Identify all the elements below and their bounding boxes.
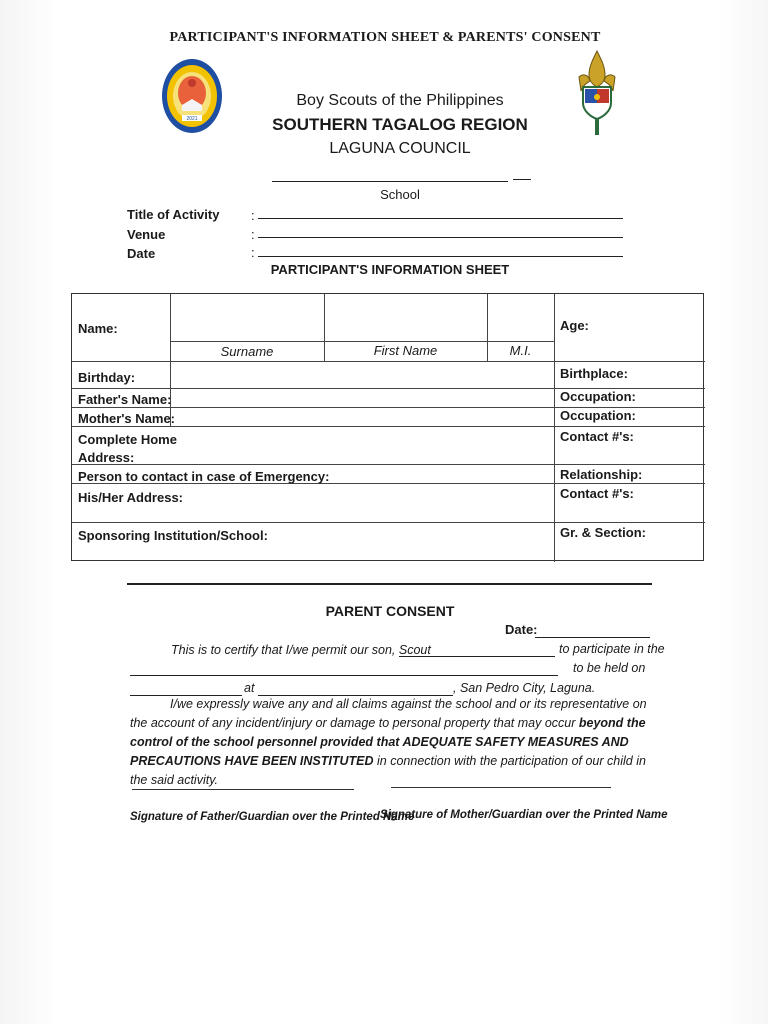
- sponsoring-institution-label: Sponsoring Institution/School:: [78, 528, 268, 543]
- grade-section-label: Gr. & Section:: [560, 525, 646, 540]
- date-label: Date: [127, 246, 156, 261]
- first-name-field[interactable]: [325, 295, 486, 340]
- school-field-line[interactable]: [272, 181, 508, 182]
- scout-emblem-icon: [575, 47, 619, 139]
- consent-date-field[interactable]: [535, 637, 650, 638]
- table-rule: [554, 294, 555, 562]
- waiver-paragraph: [130, 695, 650, 790]
- activity-name-field[interactable]: [130, 675, 558, 676]
- form-title: PARTICIPANT'S INFORMATION SHEET & PARENTS' CONSENT: [169, 30, 601, 45]
- title-of-activity-field[interactable]: [258, 218, 623, 219]
- surname-field[interactable]: [171, 295, 323, 340]
- contact-label: Contact #'s:: [560, 429, 634, 444]
- consent-at: at: [244, 681, 255, 695]
- colon: :: [251, 227, 255, 242]
- title-of-activity-label: Title of Activity: [127, 207, 220, 222]
- council-name: LAGUNA COUNCIL: [329, 140, 471, 157]
- contact-2-label: Contact #'s:: [560, 486, 634, 501]
- colon: :: [251, 208, 255, 223]
- table-rule: [72, 426, 705, 427]
- table-rule: [170, 341, 554, 342]
- waiver-text-2: in connection with the participation of our child in the said activity.: [130, 754, 646, 787]
- info-sheet-title: PARTICIPANT'S INFORMATION SHEET: [270, 262, 510, 277]
- relationship-label: Relationship:: [560, 467, 643, 482]
- venue-label: Venue: [127, 227, 166, 242]
- venue-field[interactable]: [258, 237, 623, 238]
- father-name-label: Father's Name:: [78, 392, 172, 407]
- name-label: Name:: [78, 321, 118, 336]
- consent-line-1: This is to certify that I/we permit our son, Scout: [171, 643, 431, 657]
- school-label: School: [380, 187, 420, 202]
- activity-date-field[interactable]: [258, 256, 623, 257]
- region-name: SOUTHERN TAGALOG REGION: [272, 115, 528, 134]
- father-signature-field[interactable]: [132, 789, 354, 790]
- table-rule: [72, 361, 705, 362]
- svg-text:2021: 2021: [186, 116, 198, 122]
- age-label: Age:: [560, 318, 589, 333]
- table-rule: [72, 522, 705, 523]
- waiver-text-1: I/we expressly waive any and all claims against the school and or its representative on the account of any incident/injury or damage to personal property that may occur: [130, 697, 647, 730]
- surname-caption: Surname: [220, 344, 274, 359]
- mother-signature-label: Signature of Mother/Guardian over the Printed Name: [380, 809, 668, 821]
- mother-name-label: Mother's Name:: [78, 411, 175, 426]
- home-address-label: Complete Home: [78, 432, 177, 447]
- father-occupation-label: Occupation:: [560, 389, 636, 404]
- first-name-caption: First Name: [373, 343, 438, 358]
- birthplace-label: Birthplace:: [560, 366, 628, 381]
- mi-caption: M.I.: [509, 343, 532, 358]
- waiver-text-bold: beyond the control of the school personnel provided that ADEQUATE SAFETY MEASURES AND PRECAUTIONS HAVE BEEN INSTITUTED: [130, 716, 646, 768]
- consent-line-2-end: to be held on: [573, 661, 646, 675]
- colon: :: [251, 245, 255, 260]
- home-address-label-2: Address:: [78, 450, 135, 465]
- consent-line-1-end: to participate in the: [559, 642, 665, 656]
- scout-name-field[interactable]: [399, 656, 555, 657]
- consent-location: , San Pedro City, Laguna.: [453, 681, 596, 695]
- mi-field[interactable]: [488, 295, 553, 340]
- birthday-label: Birthday:: [78, 370, 136, 385]
- mother-signature-field[interactable]: [391, 787, 611, 788]
- emergency-contact-label: Person to contact in case of Emergency:: [78, 469, 330, 484]
- participant-info-table: [71, 293, 704, 561]
- school-field-line-tail: [513, 179, 531, 180]
- mother-occupation-label: Occupation:: [560, 408, 636, 423]
- consent-date-label: Date:: [505, 622, 538, 637]
- section-divider: [127, 583, 652, 585]
- father-signature-label: Signature of Father/Guardian over the Printed Name: [130, 811, 415, 823]
- council-seal-icon: [160, 57, 224, 135]
- table-rule: [72, 464, 705, 465]
- his-her-address-label: His/Her Address:: [78, 490, 183, 505]
- org-name: Boy Scouts of the Philippines: [296, 92, 504, 109]
- consent-title: PARENT CONSENT: [325, 603, 455, 619]
